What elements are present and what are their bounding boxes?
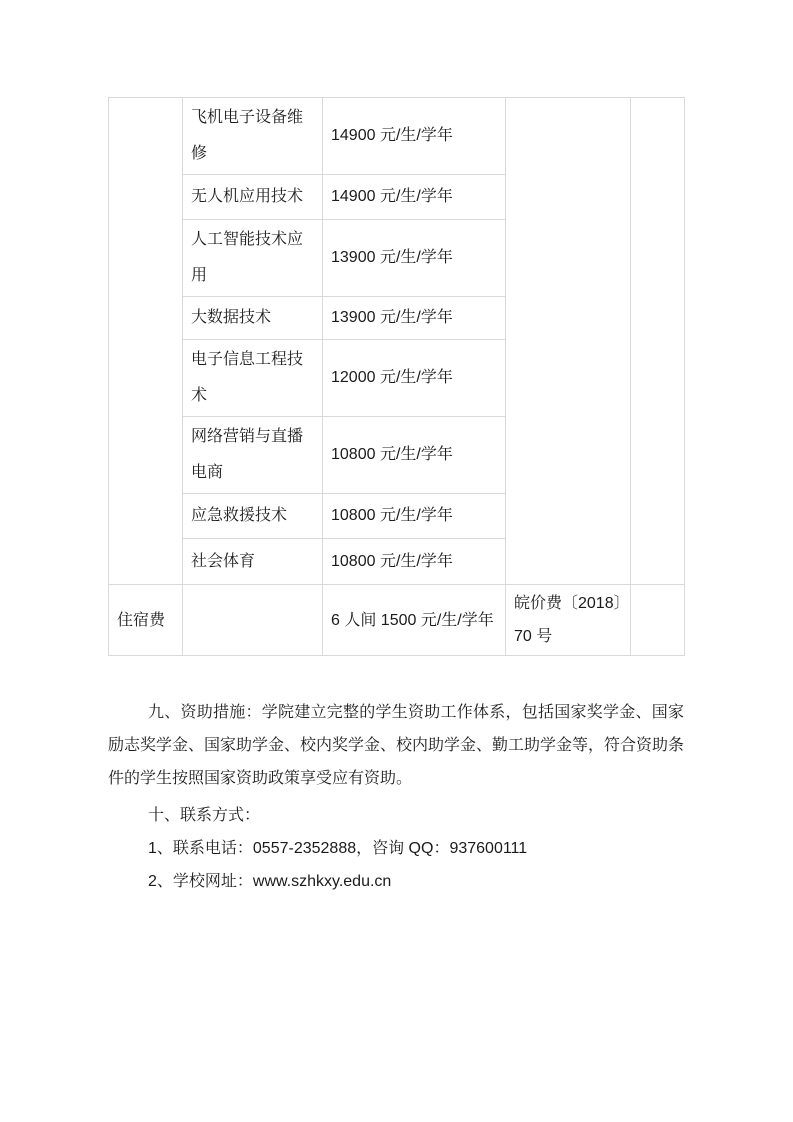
fee-cell: 10800 元/生/学年 <box>323 417 506 494</box>
accommodation-basis-cell: 皖价费〔2018〕70 号 <box>506 585 631 656</box>
accommodation-empty-cell <box>183 585 323 656</box>
aid-paragraph: 九、资助措施：学院建立完整的学生资助工作体系，包括国家奖学金、国家励志奖学金、国家助学金、校内奖学金、校内助学金、勤工助学金等，符合资助条件的学生按照国家资助政策享受应有资助。 <box>108 704 685 787</box>
fee-cell: 13900 元/生/学年 <box>323 297 506 340</box>
tuition-row <box>109 98 685 175</box>
major-cell: 飞机电子设备维修 <box>183 98 323 175</box>
left-spacer-cell <box>109 98 183 585</box>
major-cell: 无人机应用技术 <box>183 175 323 220</box>
fee-cell: 14900 元/生/学年 <box>323 98 506 175</box>
accommodation-fee-cell: 6 人间 1500 元/生/学年 <box>323 585 506 656</box>
body-text <box>108 696 684 898</box>
major-cell: 社会体育 <box>183 539 323 585</box>
major-cell: 网络营销与直播电商 <box>183 417 323 494</box>
document-content <box>108 97 684 898</box>
contact-heading: 十、联系方式： <box>148 807 261 824</box>
fee-table-body <box>109 98 685 656</box>
major-cell: 电子信息工程技术 <box>183 340 323 417</box>
contact-phone-line: 1、联系电话：0557-2352888，咨询 QQ：937600111 <box>148 840 528 857</box>
major-cell: 应急救援技术 <box>183 494 323 539</box>
fee-cell: 10800 元/生/学年 <box>323 539 506 585</box>
accommodation-label-cell: 住宿费 <box>109 585 183 656</box>
major-cell: 人工智能技术应用 <box>183 220 323 297</box>
accommodation-end-cell <box>631 585 685 656</box>
contact-website-line: 2、学校网址：www.szhkxy.edu.cn <box>148 873 392 890</box>
fee-cell: 13900 元/生/学年 <box>323 220 506 297</box>
fee-cell: 14900 元/生/学年 <box>323 175 506 220</box>
right-spacer-cell <box>631 98 685 585</box>
fee-cell: 12000 元/生/学年 <box>323 340 506 417</box>
major-cell: 大数据技术 <box>183 297 323 340</box>
basis-spacer-cell <box>506 98 631 585</box>
accommodation-row <box>109 585 685 656</box>
fee-cell: 10800 元/生/学年 <box>323 494 506 539</box>
fee-table <box>108 97 685 656</box>
